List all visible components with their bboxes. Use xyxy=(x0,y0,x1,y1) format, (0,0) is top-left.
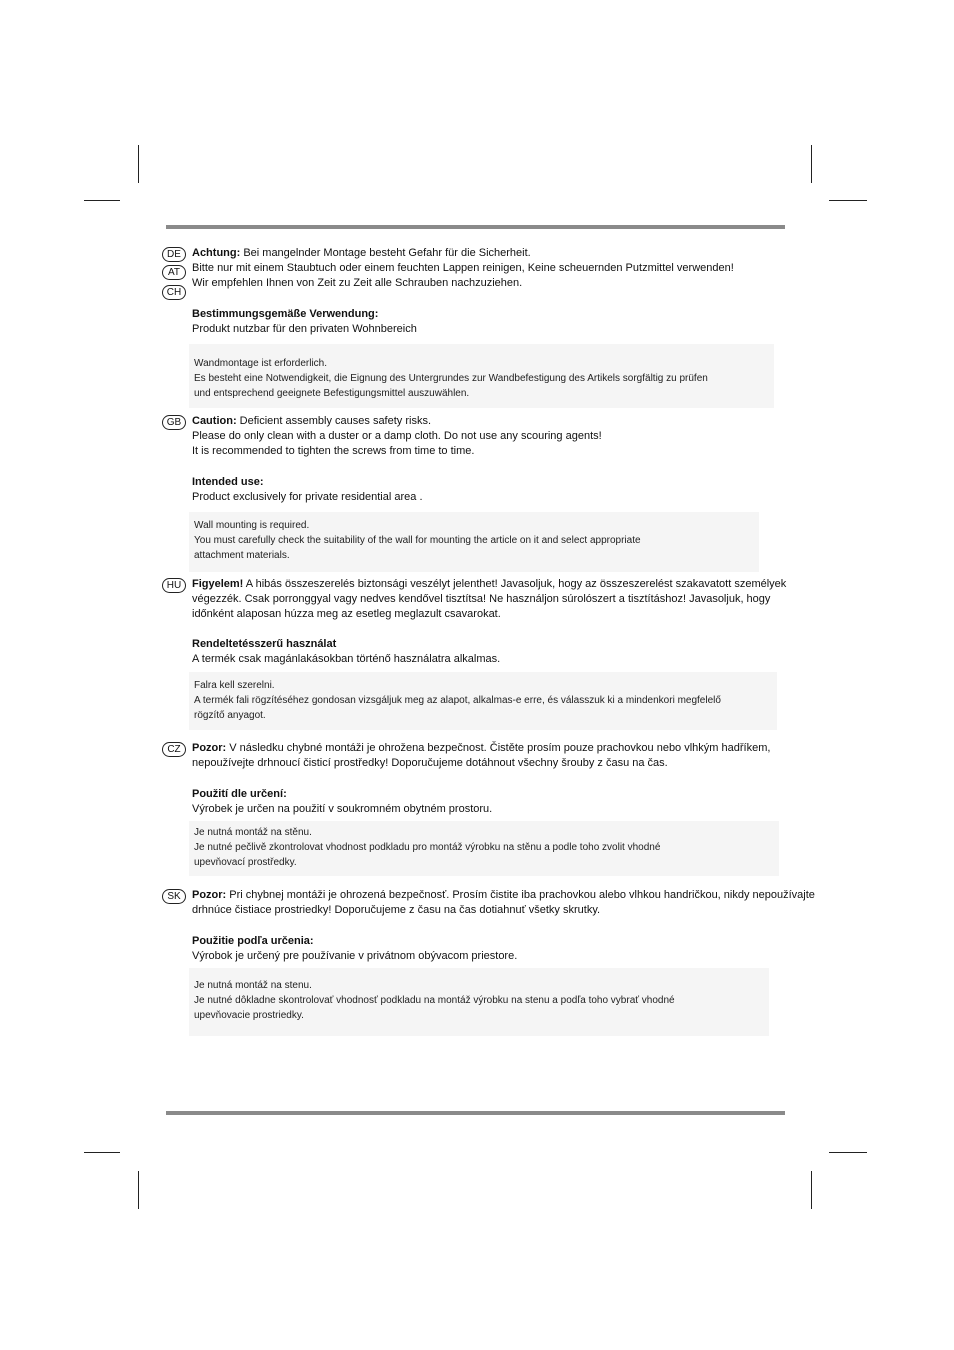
note-line: Wall mounting is required. xyxy=(194,520,310,531)
crop-mark xyxy=(811,145,812,183)
country-badge-at: AT xyxy=(162,265,186,280)
country-badge-sk: SK xyxy=(162,889,186,904)
warning-line xyxy=(192,414,431,428)
warning-line: Wir empfehlen Ihnen von Zeit zu Zeit alle Schrauben nachzuziehen. xyxy=(192,277,523,289)
warning-line: Please do only clean with a duster or a damp cloth. Do not use any scouring agents! xyxy=(192,430,602,442)
note-line: upevňovací prostředky. xyxy=(194,857,297,868)
note-line: Je nutné dôkladne skontrolovať vhodnosť podkladu na montáž výrobku na stenu a podľa toho vybrať vhodné xyxy=(194,995,675,1006)
warning-line: nepoužívejte drhnoucí čisticí prostředky! Doporučujeme dotáhnout všechny šrouby z času na čas. xyxy=(192,757,668,769)
crop-mark xyxy=(829,200,867,201)
crop-mark xyxy=(811,1171,812,1209)
mounting-note xyxy=(189,672,777,730)
mounting-note xyxy=(189,344,774,408)
warning-line: Bitte nur mit einem Staubtuch oder einem feuchten Lappen reinigen, Keine scheuernden Putzmittel verwenden! xyxy=(192,262,734,274)
country-badge-hu: HU xyxy=(162,578,186,593)
note-line: attachment materials. xyxy=(194,550,290,561)
country-badge-ch: CH xyxy=(162,285,186,300)
warning-label: Figyelem! xyxy=(192,578,244,590)
note-line: Je nutné pečlivě zkontrolovat vhodnost podkladu pro montáž výrobku na stěnu a podle toho zvolit vhodné xyxy=(194,842,661,853)
note-line: Je nutná montáž na stenu. xyxy=(194,980,312,991)
note-line: Es besteht eine Notwendigkeit, die Eignung des Untergrundes zur Wandbefestigung des Artikels sorgfältig zu prüfen xyxy=(194,373,708,384)
warning-label: Pozor: xyxy=(192,889,227,901)
crop-mark xyxy=(84,200,120,201)
use-text: A termék csak magánlakásokban történő használatra alkalmas. xyxy=(192,653,501,665)
top-rule xyxy=(166,225,785,229)
use-title: Intended use: xyxy=(192,476,264,488)
warning-line: drhnúce čistiace prostriedky! Doporučujeme z času na čas dotiahnuť všetky skrutky. xyxy=(192,904,601,916)
warning-text: A hibás összeszerelés biztonsági veszélyt jelenthet! Javasoljuk, hogy az összeszerelést szakavatott személyek xyxy=(243,578,787,590)
country-badge-de: DE xyxy=(162,247,186,262)
note-line: You must carefully check the suitability of the wall for mounting the article on it and select appropriate xyxy=(194,535,641,546)
warning-label: Caution: xyxy=(192,415,237,427)
use-text: Výrobok je určený pre používanie v privátnom obývacom priestore. xyxy=(192,950,518,962)
mounting-note xyxy=(189,968,769,1036)
use-title: Rendeltetésszerű használat xyxy=(192,638,337,650)
use-title: Bestimmungsgemäße Verwendung: xyxy=(192,308,379,320)
crop-mark xyxy=(829,1152,867,1153)
warning-text: V následku chybné montáži je ohrožena bezpečnost. Čistěte prosím pouze prachovkou nebo vlhkým hadříkem, xyxy=(226,742,771,754)
note-line: Je nutná montáž na stěnu. xyxy=(194,827,312,838)
crop-mark xyxy=(138,1171,139,1209)
crop-mark xyxy=(84,1152,120,1153)
warning-line: időnként alaposan húzza meg az esetleg meglazult csavarokat. xyxy=(192,608,501,620)
warning-text: Deficient assembly causes safety risks. xyxy=(236,415,432,427)
note-line: A termék fali rögzítéséhez gondosan vizsgáljuk meg az alapot, alkalmas-e erre, és válasszuk ki a mindenkori megfelelő xyxy=(194,695,721,706)
warning-label: Pozor: xyxy=(192,742,227,754)
warning-text: Pri chybnej montáži je ohrozená bezpečnosť. Prosím čistite iba prachovkou alebo vlhkou handričkou, nikdy nepoužívajte xyxy=(226,889,815,901)
country-badge-gb: GB xyxy=(162,415,186,430)
mounting-note xyxy=(189,821,779,876)
crop-mark xyxy=(138,145,139,183)
bottom-rule xyxy=(166,1111,785,1115)
warning-line xyxy=(192,888,815,902)
use-text: Produkt nutzbar für den privaten Wohnbereich xyxy=(192,323,417,335)
warning-line xyxy=(192,577,786,591)
note-line: Falra kell szerelni. xyxy=(194,680,275,691)
warning-label: Achtung: xyxy=(192,247,241,259)
use-text: Product exclusively for private residential area . xyxy=(192,491,423,503)
note-line: rögzítő anyagot. xyxy=(194,710,266,721)
use-title: Použitie podľa určenia: xyxy=(192,935,314,947)
warning-line: It is recommended to tighten the screws from time to time. xyxy=(192,445,475,457)
warning-line xyxy=(192,246,531,260)
use-title: Použití dle určení: xyxy=(192,788,287,800)
warning-line: végezzék. Csak porronggyal vagy nedves kendővel tisztítsa! Ne használjon súrolószert a tisztításhoz! Javasoljuk, hogy xyxy=(192,593,771,605)
warning-text: Bei mangelnder Montage besteht Gefahr für die Sicherheit. xyxy=(240,247,531,259)
note-line: und entsprechend geeignete Befestigungsmittel auszuwählen. xyxy=(194,388,470,399)
country-badge-cz: CZ xyxy=(162,742,186,757)
use-text: Výrobek je určen na použití v soukromném obytném prostoru. xyxy=(192,803,493,815)
note-line: upevňovacie prostriedky. xyxy=(194,1010,304,1021)
note-line: Wandmontage ist erforderlich. xyxy=(194,358,328,369)
mounting-note xyxy=(189,512,759,572)
warning-line xyxy=(192,741,770,755)
